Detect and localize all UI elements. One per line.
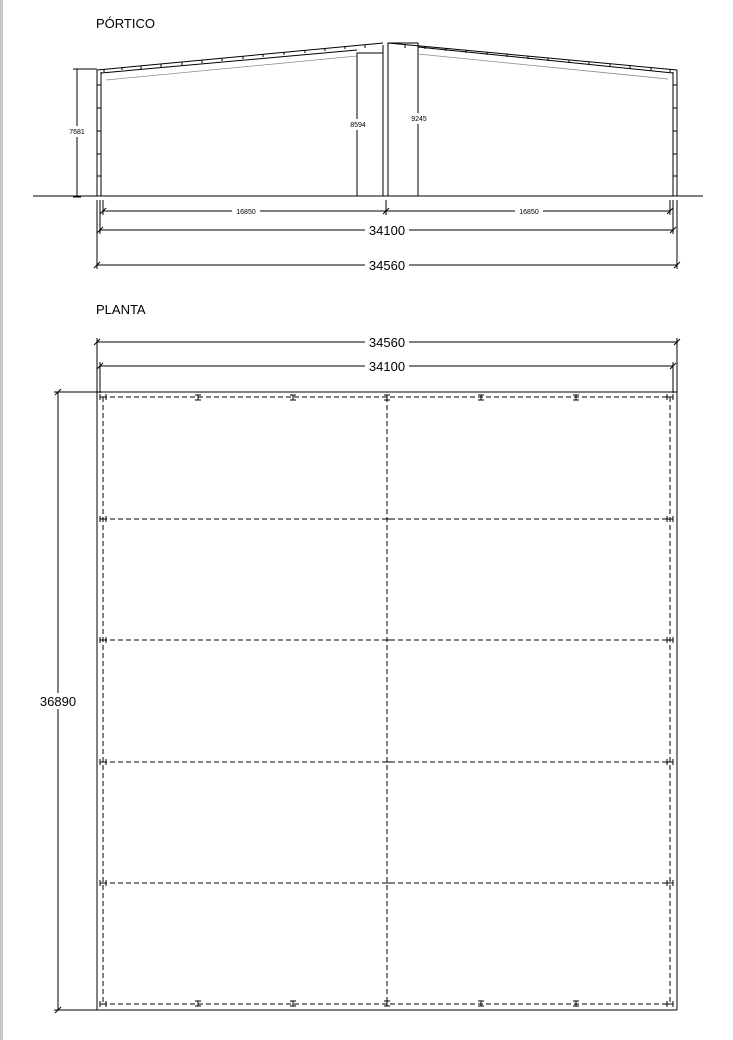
half-span-right-label: 16850: [519, 209, 539, 216]
inner-column-height-label: 8594: [350, 122, 366, 129]
left-rafter-top: [97, 43, 383, 70]
half-span-left-label: 16850: [236, 209, 256, 216]
plan-axes-width-label: 34100: [368, 359, 406, 374]
inner-column-height-dimension: [347, 119, 369, 130]
eave-height-label: 7681: [69, 129, 85, 136]
elevation-title: PÓRTICO: [96, 16, 155, 31]
left-rafter-haunch: [106, 56, 357, 80]
ridge-height-dimension: [408, 113, 430, 124]
left-rafter-bottom: [101, 50, 357, 73]
plan-total-width-label: 34560: [368, 335, 406, 350]
half-span-dimension: [100, 200, 673, 216]
plan-frame-grid: [102, 397, 672, 1004]
right-rafter-bottom: [418, 47, 673, 73]
total-span-label: 34560: [368, 258, 406, 273]
axes-span-label: 34100: [368, 223, 406, 238]
right-rafter-top: [388, 43, 677, 70]
eave-height-dimension: [67, 69, 97, 197]
plan-title: PLANTA: [96, 302, 146, 317]
ridge-height-label: 9245: [411, 116, 427, 123]
plan-length-label: 36890: [39, 694, 77, 709]
plan-axes-width-dimension: [97, 358, 676, 393]
plan-length-dimension: [38, 389, 100, 1013]
